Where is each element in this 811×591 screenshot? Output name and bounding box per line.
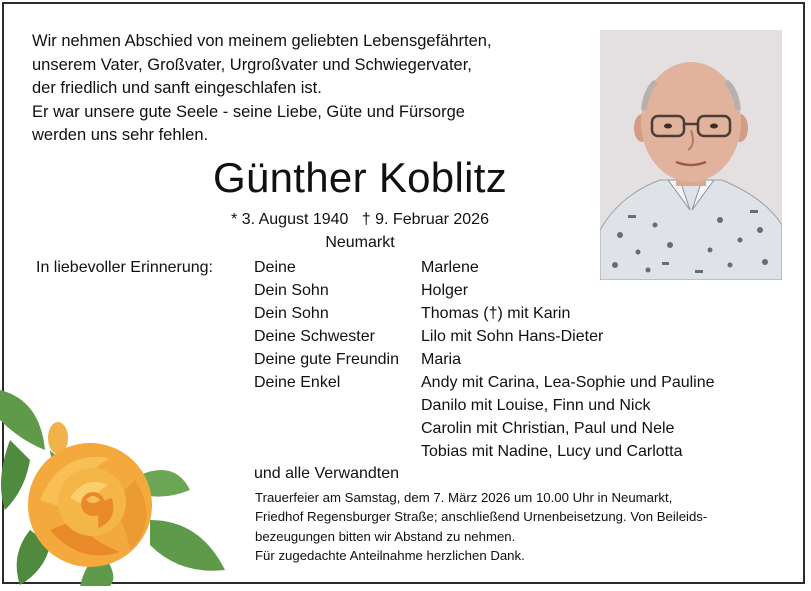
- life-dates: * 3. August 1940 † 9. Februar 2026: [231, 211, 489, 228]
- relatives-line: und alle Verwandten: [254, 465, 399, 482]
- intro-line: der friedlich und sanft eingeschlafen ist.: [32, 79, 322, 97]
- mourner-relation: Deine gute Freundin: [254, 351, 399, 368]
- mourner-relation: Deine Enkel: [254, 374, 341, 391]
- mourner-row: [254, 394, 784, 417]
- mourner-row: [254, 371, 784, 394]
- mourners-list: [254, 256, 784, 463]
- ceremony-info: [255, 488, 775, 565]
- mourner-names: Maria: [421, 351, 462, 368]
- mourner-names: Danilo mit Louise, Finn und Nick: [421, 397, 651, 414]
- mourner-names: Carolin mit Christian, Paul und Nele: [421, 420, 675, 437]
- portrait-photo: [600, 30, 782, 280]
- ceremony-line: Für zugedachte Anteilnahme herzlichen Dank.: [255, 547, 525, 563]
- mourner-relation: Dein Sohn: [254, 282, 329, 299]
- mourner-row: [254, 440, 784, 463]
- intro-line: unserem Vater, Großvater, Urgroßvater und Schwiegervater,: [32, 55, 472, 74]
- place-name: Neumarkt: [325, 234, 395, 251]
- ceremony-line: Trauerfeier am Samstag, dem 7. März 2026 um 10.00 Uhr in Neumarkt,: [255, 490, 673, 505]
- intro-line: werden uns sehr fehlen.: [32, 126, 209, 144]
- mourner-names: Tobias mit Nadine, Lucy und Carlotta: [421, 443, 683, 460]
- intro-line: Wir nehmen Abschied von meinem geliebten Lebensgefährten,: [32, 32, 492, 50]
- mourner-row: [254, 417, 784, 440]
- mourner-row: [254, 302, 784, 325]
- intro-line: Er war unsere gute Seele - seine Liebe, Güte und Fürsorge: [32, 102, 465, 121]
- ceremony-line: Friedhof Regensburger Straße; anschließend Urnenbeisetzung. Von Beileids-: [255, 509, 708, 525]
- rose-decoration: [0, 380, 240, 586]
- portrait-illustration: [600, 30, 782, 280]
- mourner-names: Marlene: [421, 259, 479, 276]
- mourner-row: [254, 325, 784, 348]
- mourner-names: Lilo mit Sohn Hans-Dieter: [421, 328, 604, 345]
- mourner-names: Thomas (†) mit Karin: [421, 305, 571, 322]
- memory-label: In liebevoller Erinnerung:: [36, 259, 213, 276]
- mourner-names: Holger: [421, 282, 469, 299]
- rose-illustration: [0, 380, 240, 586]
- mourner-row: [254, 279, 784, 302]
- ceremony-line: bezeugungen bitten wir Abstand zu nehmen.: [255, 528, 516, 544]
- mourner-relation: Deine Schwester: [254, 328, 375, 345]
- deceased-name: Günther Koblitz: [213, 154, 507, 201]
- intro-text: [32, 30, 592, 148]
- mourner-row: [254, 348, 784, 371]
- mourner-relation: Dein Sohn: [254, 305, 329, 322]
- mourner-names: Andy mit Carina, Lea-Sophie und Pauline: [421, 374, 715, 391]
- mourner-relation: Deine: [254, 259, 296, 276]
